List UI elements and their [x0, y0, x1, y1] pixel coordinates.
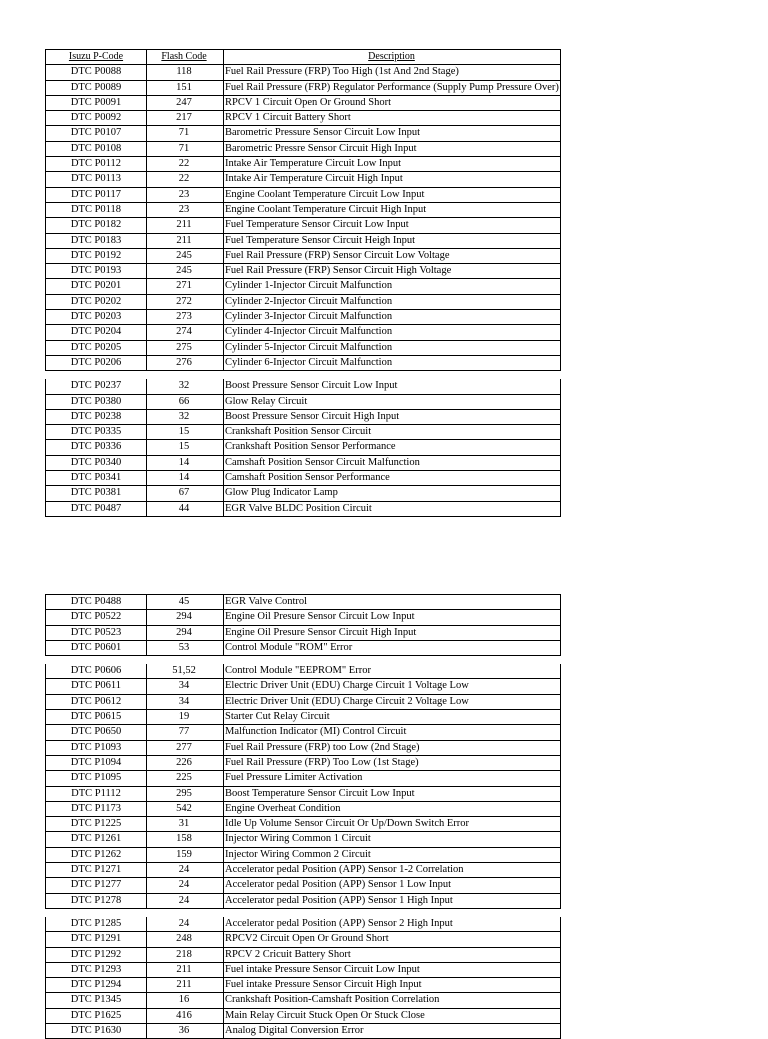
- flash-code: 118: [145, 65, 224, 80]
- description: Barometric Pressure Sensor Circuit Low Input: [223, 126, 561, 141]
- table-row: [45, 218, 561, 233]
- flash-code: 274: [145, 325, 224, 340]
- table-row: [45, 832, 561, 847]
- table-row: [45, 878, 561, 893]
- dtc-code: DTC P0091: [45, 96, 147, 111]
- table-row: [45, 1024, 561, 1039]
- flash-code: 16: [145, 993, 224, 1008]
- flash-code: 226: [145, 756, 224, 771]
- table-row: [45, 610, 561, 625]
- table-row: [45, 641, 561, 656]
- table-row: [45, 96, 561, 111]
- dtc-code: DTC P0523: [45, 626, 147, 641]
- table-row: [45, 741, 561, 756]
- flash-code: 245: [145, 249, 224, 264]
- description: Fuel Rail Pressure (FRP) Sensor Circuit Low Voltage: [223, 249, 561, 264]
- dtc-code: DTC P1293: [45, 963, 147, 978]
- description: Cylinder 4-Injector Circuit Malfunction: [223, 325, 561, 340]
- dtc-code: DTC P0381: [45, 486, 147, 501]
- table-row: [45, 664, 561, 679]
- flash-code: 51,52: [145, 664, 224, 679]
- header-flash: Flash Code: [145, 50, 224, 65]
- flash-code: 15: [145, 440, 224, 455]
- flash-code: 218: [145, 948, 224, 963]
- description: Engine Coolant Temperature Circuit Low Input: [223, 188, 561, 203]
- table-row: [45, 756, 561, 771]
- dtc-code: DTC P1271: [45, 863, 147, 878]
- description: EGR Valve BLDC Position Circuit: [223, 502, 561, 517]
- description: Malfunction Indicator (MI) Control Circuit: [223, 725, 561, 740]
- dtc-table-2: [45, 594, 561, 1039]
- description: Idle Up Volume Sensor Circuit Or Up/Down Switch Error: [223, 817, 561, 832]
- flash-code: 273: [145, 310, 224, 325]
- dtc-code: DTC P0335: [45, 425, 147, 440]
- description: Boost Pressure Sensor Circuit High Input: [223, 410, 561, 425]
- flash-code: 211: [145, 978, 224, 993]
- dtc-code: DTC P0118: [45, 203, 147, 218]
- table-row: [45, 325, 561, 340]
- flash-code: 294: [145, 626, 224, 641]
- flash-code: 14: [145, 456, 224, 471]
- dtc-code: DTC P1112: [45, 787, 147, 802]
- dtc-code: DTC P0650: [45, 725, 147, 740]
- table-row: [45, 932, 561, 947]
- description: Analog Digital Conversion Error: [223, 1024, 561, 1039]
- description: RPCV 1 Circuit Open Or Ground Short: [223, 96, 561, 111]
- description: Fuel intake Pressure Sensor Circuit Low Input: [223, 963, 561, 978]
- table-row: [45, 157, 561, 172]
- table-row: [45, 993, 561, 1008]
- dtc-code: DTC P1093: [45, 741, 147, 756]
- dtc-code: DTC P1095: [45, 771, 147, 786]
- description: Crankshaft Position Sensor Circuit: [223, 425, 561, 440]
- description: Boost Temperature Sensor Circuit Low Input: [223, 787, 561, 802]
- description: Cylinder 2-Injector Circuit Malfunction: [223, 295, 561, 310]
- table-row: [45, 188, 561, 203]
- table-row: [45, 626, 561, 641]
- description: Accelerator pedal Position (APP) Sensor 1 Low Input: [223, 878, 561, 893]
- flash-code: 151: [145, 81, 224, 96]
- flash-code: 77: [145, 725, 224, 740]
- description: Glow Relay Circuit: [223, 395, 561, 410]
- flash-code: 23: [145, 203, 224, 218]
- flash-code: 44: [145, 502, 224, 517]
- table-row: [45, 695, 561, 710]
- flash-code: 247: [145, 96, 224, 111]
- dtc-code: DTC P1277: [45, 878, 147, 893]
- flash-code: 295: [145, 787, 224, 802]
- dtc-code: DTC P0336: [45, 440, 147, 455]
- dtc-table-1: [45, 49, 561, 517]
- dtc-code: DTC P0612: [45, 695, 147, 710]
- description: Electric Driver Unit (EDU) Charge Circuit 2 Voltage Low: [223, 695, 561, 710]
- flash-code: 245: [145, 264, 224, 279]
- table-row: [45, 142, 561, 157]
- description: Crankshaft Position Sensor Performance: [223, 440, 561, 455]
- table-row: [45, 963, 561, 978]
- description: Control Module "EEPROM" Error: [223, 664, 561, 679]
- table-row: [45, 595, 561, 610]
- dtc-code: DTC P0611: [45, 679, 147, 694]
- dtc-code: DTC P1278: [45, 894, 147, 909]
- table-row: [45, 817, 561, 832]
- table-row: [45, 81, 561, 96]
- flash-code: 53: [145, 641, 224, 656]
- dtc-code: DTC P0522: [45, 610, 147, 625]
- table-row: [45, 978, 561, 993]
- flash-code: 15: [145, 425, 224, 440]
- flash-code: 36: [145, 1024, 224, 1039]
- description: Intake Air Temperature Circuit Low Input: [223, 157, 561, 172]
- dtc-code: DTC P0193: [45, 264, 147, 279]
- description: Glow Plug Indicator Lamp: [223, 486, 561, 501]
- dtc-code: DTC P1345: [45, 993, 147, 1008]
- table-header: [45, 50, 561, 65]
- dtc-code: DTC P0237: [45, 379, 147, 394]
- table-row: [45, 126, 561, 141]
- flash-code: 22: [145, 172, 224, 187]
- description: Engine Oil Presure Sensor Circuit High Input: [223, 626, 561, 641]
- flash-code: 542: [145, 802, 224, 817]
- dtc-code: DTC P1292: [45, 948, 147, 963]
- table-row: [45, 111, 561, 126]
- flash-code: 71: [145, 126, 224, 141]
- flash-code: 32: [145, 410, 224, 425]
- description: Camshaft Position Sensor Circuit Malfunction: [223, 456, 561, 471]
- description: Fuel Rail Pressure (FRP) Too High (1st And 2nd Stage): [223, 65, 561, 80]
- table-row: [45, 456, 561, 471]
- table-row: [45, 279, 561, 294]
- table-row: [45, 65, 561, 80]
- dtc-code: DTC P1630: [45, 1024, 147, 1039]
- dtc-code: DTC P0117: [45, 188, 147, 203]
- table-row: [45, 471, 561, 486]
- description: RPCV 1 Circuit Battery Short: [223, 111, 561, 126]
- dtc-code: DTC P0204: [45, 325, 147, 340]
- description: Boost Pressure Sensor Circuit Low Input: [223, 379, 561, 394]
- flash-code: 34: [145, 695, 224, 710]
- table-row: [45, 234, 561, 249]
- dtc-code: DTC P1094: [45, 756, 147, 771]
- flash-code: 34: [145, 679, 224, 694]
- table-row: [45, 486, 561, 501]
- table-row: [45, 725, 561, 740]
- flash-code: 24: [145, 894, 224, 909]
- flash-code: 217: [145, 111, 224, 126]
- flash-code: 275: [145, 341, 224, 356]
- description: Fuel Rail Pressure (FRP) too Low (2nd Stage): [223, 741, 561, 756]
- description: EGR Valve Control: [223, 595, 561, 610]
- flash-code: 66: [145, 395, 224, 410]
- description: Main Relay Circuit Stuck Open Or Stuck Close: [223, 1009, 561, 1024]
- dtc-code: DTC P0202: [45, 295, 147, 310]
- table-spacer: [45, 909, 561, 917]
- table-row: [45, 1009, 561, 1024]
- dtc-code: DTC P0601: [45, 641, 147, 656]
- dtc-code: DTC P0203: [45, 310, 147, 325]
- flash-code: 211: [145, 218, 224, 233]
- table-spacer: [45, 656, 561, 664]
- description: Intake Air Temperature Circuit High Input: [223, 172, 561, 187]
- table-row: [45, 410, 561, 425]
- flash-code: 23: [145, 188, 224, 203]
- description: Engine Overheat Condition: [223, 802, 561, 817]
- dtc-code: DTC P0380: [45, 395, 147, 410]
- flash-code: 22: [145, 157, 224, 172]
- flash-code: 14: [145, 471, 224, 486]
- flash-code: 19: [145, 710, 224, 725]
- description: Starter Cut Relay Circuit: [223, 710, 561, 725]
- dtc-code: DTC P0192: [45, 249, 147, 264]
- dtc-code: DTC P0238: [45, 410, 147, 425]
- table-row: [45, 356, 561, 371]
- dtc-code: DTC P0340: [45, 456, 147, 471]
- table-row: [45, 710, 561, 725]
- table-row: [45, 203, 561, 218]
- flash-code: 277: [145, 741, 224, 756]
- description: Cylinder 6-Injector Circuit Malfunction: [223, 356, 561, 371]
- flash-code: 248: [145, 932, 224, 947]
- description: Engine Coolant Temperature Circuit High Input: [223, 203, 561, 218]
- dtc-code: DTC P0113: [45, 172, 147, 187]
- dtc-code: DTC P0183: [45, 234, 147, 249]
- table-row: [45, 502, 561, 517]
- dtc-code: DTC P0341: [45, 471, 147, 486]
- flash-code: 225: [145, 771, 224, 786]
- table-row: [45, 379, 561, 394]
- dtc-code: DTC P0108: [45, 142, 147, 157]
- flash-code: 211: [145, 234, 224, 249]
- table-row: [45, 172, 561, 187]
- dtc-code: DTC P1285: [45, 917, 147, 932]
- flash-code: 32: [145, 379, 224, 394]
- description: Fuel Rail Pressure (FRP) Too Low (1st Stage): [223, 756, 561, 771]
- flash-code: 416: [145, 1009, 224, 1024]
- table-row: [45, 440, 561, 455]
- description: Fuel Pressure Limiter Activation: [223, 771, 561, 786]
- table-row: [45, 894, 561, 909]
- dtc-code: DTC P1173: [45, 802, 147, 817]
- description: RPCV2 Circuit Open Or Ground Short: [223, 932, 561, 947]
- table-row: [45, 848, 561, 863]
- table-row: [45, 917, 561, 932]
- description: Cylinder 5-Injector Circuit Malfunction: [223, 341, 561, 356]
- dtc-code: DTC P0488: [45, 595, 147, 610]
- description: Accelerator pedal Position (APP) Sensor 1 High Input: [223, 894, 561, 909]
- flash-code: 294: [145, 610, 224, 625]
- table-row: [45, 948, 561, 963]
- description: Crankshaft Position-Camshaft Position Correlation: [223, 993, 561, 1008]
- description: Engine Oil Presure Sensor Circuit Low Input: [223, 610, 561, 625]
- dtc-code: DTC P0205: [45, 341, 147, 356]
- description: Electric Driver Unit (EDU) Charge Circuit 1 Voltage Low: [223, 679, 561, 694]
- flash-code: 159: [145, 848, 224, 863]
- description: Fuel Temperature Sensor Circuit Low Input: [223, 218, 561, 233]
- table-row: [45, 863, 561, 878]
- table-row: [45, 771, 561, 786]
- dtc-code: DTC P0089: [45, 81, 147, 96]
- dtc-code: DTC P1262: [45, 848, 147, 863]
- flash-code: 31: [145, 817, 224, 832]
- dtc-code: DTC P0112: [45, 157, 147, 172]
- dtc-code: DTC P0615: [45, 710, 147, 725]
- dtc-code: DTC P0092: [45, 111, 147, 126]
- description: Injector Wiring Common 1 Circuit: [223, 832, 561, 847]
- table-row: [45, 395, 561, 410]
- dtc-code: DTC P0487: [45, 502, 147, 517]
- flash-code: 24: [145, 863, 224, 878]
- flash-code: 24: [145, 917, 224, 932]
- dtc-code: DTC P0182: [45, 218, 147, 233]
- flash-code: 67: [145, 486, 224, 501]
- dtc-code: DTC P1225: [45, 817, 147, 832]
- header-code: Isuzu P-Code: [45, 50, 147, 65]
- table-row: [45, 249, 561, 264]
- flash-code: 271: [145, 279, 224, 294]
- description: Accelerator pedal Position (APP) Sensor 1-2 Correlation: [223, 863, 561, 878]
- description: Injector Wiring Common 2 Circuit: [223, 848, 561, 863]
- table-spacer: [45, 371, 561, 379]
- flash-code: 45: [145, 595, 224, 610]
- dtc-code: DTC P0107: [45, 126, 147, 141]
- dtc-code: DTC P0088: [45, 65, 147, 80]
- table-row: [45, 264, 561, 279]
- dtc-code: DTC P0201: [45, 279, 147, 294]
- dtc-code: DTC P1291: [45, 932, 147, 947]
- dtc-code: DTC P1625: [45, 1009, 147, 1024]
- description: Barometric Pressre Sensor Circuit High Input: [223, 142, 561, 157]
- description: Control Module "ROM" Error: [223, 641, 561, 656]
- flash-code: 272: [145, 295, 224, 310]
- description: Cylinder 1-Injector Circuit Malfunction: [223, 279, 561, 294]
- description: Fuel intake Pressure Sensor Circuit High Input: [223, 978, 561, 993]
- description: Fuel Rail Pressure (FRP) Regulator Performance (Supply Pump Pressure Over): [223, 81, 561, 96]
- table-row: [45, 787, 561, 802]
- flash-code: 24: [145, 878, 224, 893]
- table-row: [45, 341, 561, 356]
- header-desc: Description: [223, 50, 561, 65]
- flash-code: 158: [145, 832, 224, 847]
- description: Fuel Rail Pressure (FRP) Sensor Circuit High Voltage: [223, 264, 561, 279]
- table-row: [45, 425, 561, 440]
- table-row: [45, 295, 561, 310]
- dtc-code: DTC P1261: [45, 832, 147, 847]
- flash-code: 276: [145, 356, 224, 371]
- description: Accelerator pedal Position (APP) Sensor 2 High Input: [223, 917, 561, 932]
- description: RPCV 2 Cricuit Battery Short: [223, 948, 561, 963]
- description: Camshaft Position Sensor Performance: [223, 471, 561, 486]
- dtc-code: DTC P0606: [45, 664, 147, 679]
- table-row: [45, 802, 561, 817]
- flash-code: 71: [145, 142, 224, 157]
- flash-code: 211: [145, 963, 224, 978]
- dtc-code: DTC P0206: [45, 356, 147, 371]
- table-row: [45, 679, 561, 694]
- description: Fuel Temperature Sensor Circuit Heigh Input: [223, 234, 561, 249]
- table-row: [45, 310, 561, 325]
- description: Cylinder 3-Injector Circuit Malfunction: [223, 310, 561, 325]
- dtc-code: DTC P1294: [45, 978, 147, 993]
